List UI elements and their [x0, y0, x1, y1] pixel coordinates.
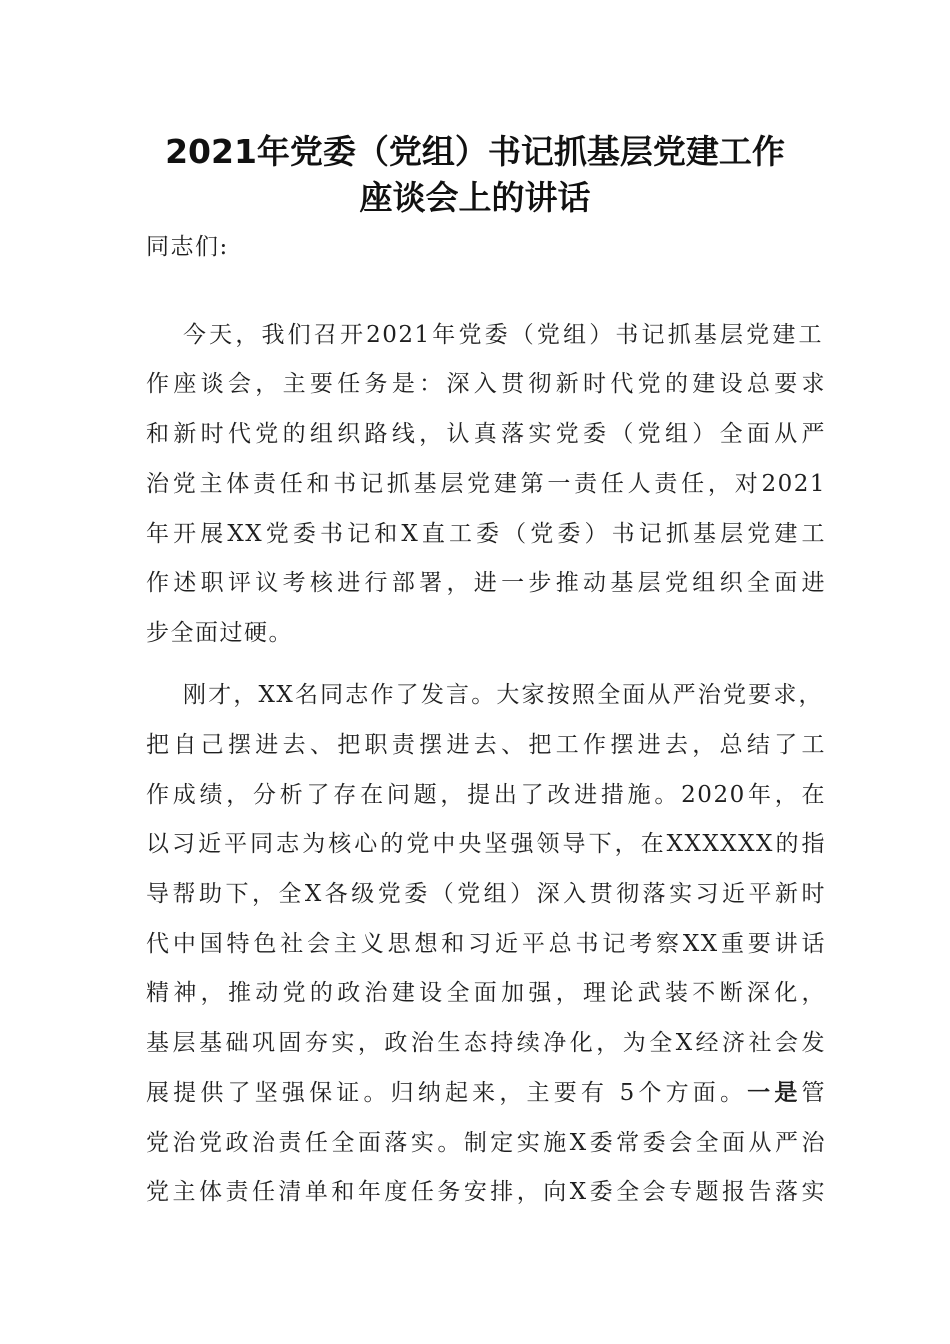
paragraph-1-line: 作座谈会，主要任务是：深入贯彻新时代党的建设总要求	[146, 371, 826, 397]
paragraph-2-line: 党主体责任清单和年度任务安排，向X委全会专题报告落实	[146, 1179, 826, 1205]
paragraph-2-line: 刚才，XX名同志作了发言。大家按照全面从严治党要求，	[183, 682, 823, 708]
paragraph-2-text: 展提供了坚强保证。归纳起来，主要有 5个方面。	[146, 1080, 748, 1106]
paragraph-1-line: 今天，我们召开2021年党委（党组）书记抓基层党建工	[183, 322, 823, 348]
paragraph-2-line: 基层基础巩固夯实，政治生态持续净化，为全X经济社会发	[146, 1030, 826, 1056]
document-title-line-1: 2021年党委（党组）书记抓基层党建工作	[165, 132, 785, 171]
paragraph-1-line: 和新时代党的组织路线，认真落实党委（党组）全面从严	[146, 421, 826, 447]
paragraph-2-line: 以习近平同志为核心的党中央坚强领导下，在XXXXXX的指	[146, 831, 826, 857]
paragraph-2-line: 导帮助下，全X各级党委（党组）深入贯彻落实习近平新时	[146, 881, 826, 907]
paragraph-2-line: 代中国特色社会主义思想和习近平总书记考察XX重要讲话	[146, 931, 826, 957]
paragraph-1-line: 作述职评议考核进行部署，进一步推动基层党组织全面进	[146, 570, 826, 596]
emphasis-yishi: 一是	[747, 1079, 802, 1106]
paragraph-2-line: 党治党政治责任全面落实。制定实施X委常委会全面从严治	[146, 1130, 826, 1156]
salutation: 同志们:	[146, 234, 229, 260]
paragraph-2-line-mixed	[146, 1076, 826, 1110]
paragraph-2-line: 把自己摆进去、把职责摆进去、把工作摆进去，总结了工	[146, 732, 826, 758]
paragraph-1-line: 年开展XX党委书记和X直工委（党委）书记抓基层党建工	[146, 521, 826, 547]
paragraph-2-line: 精神，推动党的政治建设全面加强，理论武装不断深化，	[146, 980, 826, 1006]
document-title-line-2: 座谈会上的讲话	[359, 178, 591, 217]
paragraph-1-line: 步全面过硬。	[146, 620, 293, 646]
paragraph-2-text: 管	[801, 1080, 827, 1106]
paragraph-2-line: 作成绩，分析了存在问题，提出了改进措施。2020年，在	[146, 782, 826, 808]
paragraph-1-line: 治党主体责任和书记抓基层党建第一责任人责任，对2021	[146, 471, 826, 497]
